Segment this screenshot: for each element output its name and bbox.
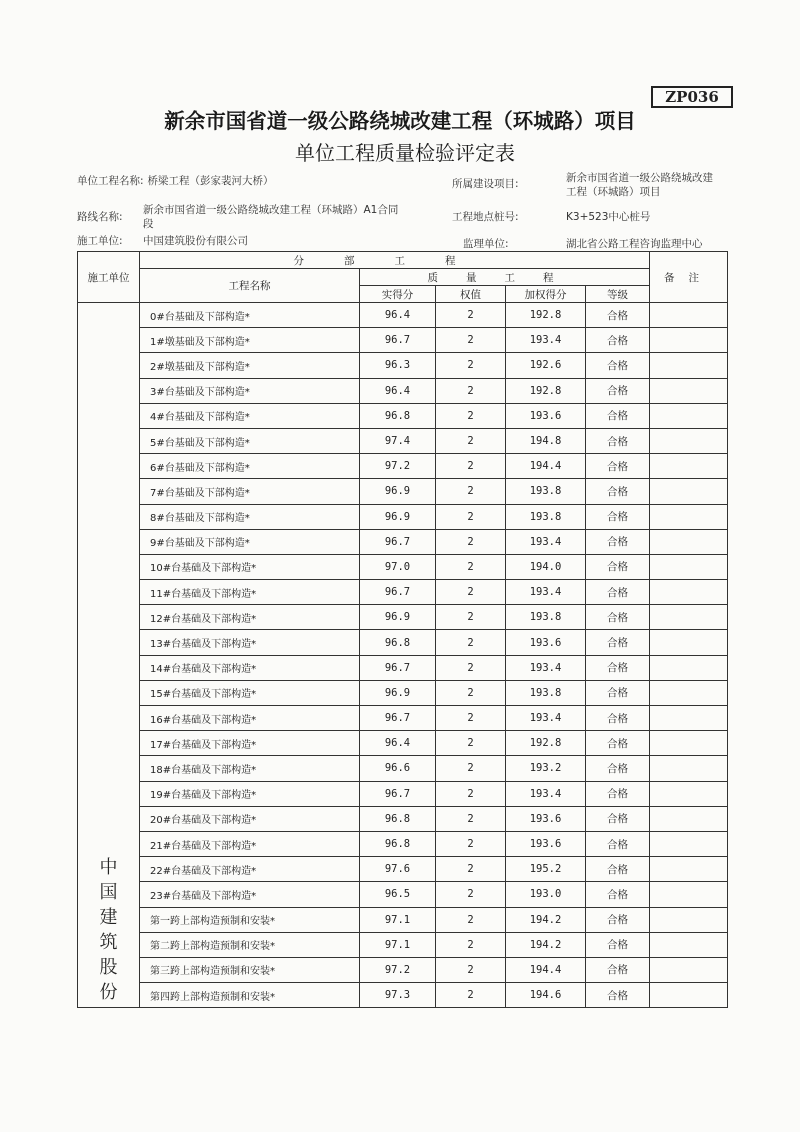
cell-weighted: 193.6 (506, 403, 586, 428)
table-row (78, 831, 728, 856)
cell-score: 97.2 (360, 454, 436, 479)
cell-score: 96.8 (360, 831, 436, 856)
cell-weight: 2 (436, 932, 506, 957)
cell-score: 96.9 (360, 680, 436, 705)
cell-remark (650, 630, 728, 655)
cell-weighted: 193.8 (506, 680, 586, 705)
cell-grade: 合格 (586, 554, 650, 579)
table-row (78, 504, 728, 529)
cell-remark (650, 831, 728, 856)
cell-weight: 2 (436, 328, 506, 353)
cell-name: 15#台基础及下部构造* (140, 680, 360, 705)
cell-weight: 2 (436, 831, 506, 856)
col-grade-header: 等级 (586, 286, 650, 303)
cell-score: 96.4 (360, 303, 436, 328)
cell-remark (650, 731, 728, 756)
cell-name: 16#台基础及下部构造* (140, 706, 360, 731)
table-row (78, 781, 728, 806)
cell-score: 96.9 (360, 605, 436, 630)
contractor-vertical-cell (78, 303, 140, 1008)
cell-name: 6#台基础及下部构造* (140, 454, 360, 479)
cell-name: 19#台基础及下部构造* (140, 781, 360, 806)
cell-name: 22#台基础及下部构造* (140, 857, 360, 882)
cell-grade: 合格 (586, 454, 650, 479)
cell-weighted: 193.4 (506, 706, 586, 731)
cell-weighted: 194.8 (506, 428, 586, 453)
quality-header-text: 质量工程 (427, 271, 582, 284)
cell-name: 18#台基础及下部构造* (140, 756, 360, 781)
parent-project-label: 所属建设项目: (452, 178, 519, 190)
cell-grade: 合格 (586, 378, 650, 403)
table-row (78, 680, 728, 705)
cell-weight: 2 (436, 605, 506, 630)
cell-remark (650, 479, 728, 504)
cell-name: 14#台基础及下部构造* (140, 655, 360, 680)
cell-score: 97.6 (360, 857, 436, 882)
quality-table (77, 251, 728, 1008)
cell-remark (650, 353, 728, 378)
cell-name: 11#台基础及下部构造* (140, 580, 360, 605)
cell-score: 96.7 (360, 655, 436, 680)
cell-weighted: 193.6 (506, 831, 586, 856)
cell-score: 96.8 (360, 630, 436, 655)
cell-score: 96.7 (360, 580, 436, 605)
cell-remark (650, 680, 728, 705)
cell-score: 97.1 (360, 907, 436, 932)
cell-weighted: 193.4 (506, 529, 586, 554)
route-value-2: 段 (143, 218, 154, 230)
table-row (78, 454, 728, 479)
cell-weighted: 193.8 (506, 504, 586, 529)
cell-weighted: 193.4 (506, 328, 586, 353)
col-weighted-header: 加权得分 (506, 286, 586, 303)
parent-project-value-1: 新余市国省道一级公路绕城改建 (566, 172, 713, 184)
cell-weight: 2 (436, 378, 506, 403)
cell-weight: 2 (436, 907, 506, 932)
cell-grade: 合格 (586, 781, 650, 806)
cell-remark (650, 756, 728, 781)
table-row (78, 932, 728, 957)
cell-weighted: 193.2 (506, 756, 586, 781)
table-row (78, 857, 728, 882)
cell-weighted: 194.4 (506, 957, 586, 982)
cell-score: 96.7 (360, 781, 436, 806)
cell-weighted: 193.0 (506, 882, 586, 907)
document-code: ZP036 (651, 86, 733, 108)
table-row (78, 756, 728, 781)
route-value-1: 新余市国省道一级公路绕城改建工程（环城路）A1合同 (143, 204, 399, 216)
cell-weighted: 193.8 (506, 605, 586, 630)
cell-weighted: 193.6 (506, 630, 586, 655)
table-row (78, 529, 728, 554)
unit-project-field (77, 173, 274, 188)
cell-name: 4#台基础及下部构造* (140, 403, 360, 428)
cell-score: 96.4 (360, 378, 436, 403)
cell-remark (650, 983, 728, 1008)
cell-weighted: 194.0 (506, 554, 586, 579)
cell-weight: 2 (436, 806, 506, 831)
cell-weight: 2 (436, 580, 506, 605)
station-label: 工程地点桩号: (452, 211, 519, 223)
cell-weighted: 193.4 (506, 580, 586, 605)
cell-grade: 合格 (586, 328, 650, 353)
table-row (78, 907, 728, 932)
group-header (140, 252, 650, 269)
cell-score: 96.4 (360, 731, 436, 756)
sub-title: 单位工程质量检验评定表 (295, 141, 515, 165)
cell-weighted: 193.4 (506, 655, 586, 680)
cell-remark (650, 378, 728, 403)
cell-score: 96.7 (360, 328, 436, 353)
cell-weighted: 193.4 (506, 781, 586, 806)
cell-remark (650, 328, 728, 353)
cell-weighted: 194.4 (506, 454, 586, 479)
cell-name: 5#台基础及下部构造* (140, 428, 360, 453)
col-contractor-header: 施工单位 (78, 252, 140, 303)
supervisor-value: 湖北省公路工程咨询监理中心 (566, 238, 703, 250)
cell-weight: 2 (436, 630, 506, 655)
unit-project-value: 桥梁工程（彭家裴河大桥） (147, 175, 274, 187)
cell-name: 1#墩基础及下部构造* (140, 328, 360, 353)
cell-score: 96.9 (360, 504, 436, 529)
cell-weighted: 194.6 (506, 983, 586, 1008)
cell-name: 2#墩基础及下部构造* (140, 353, 360, 378)
cell-score: 97.1 (360, 932, 436, 957)
cell-grade: 合格 (586, 428, 650, 453)
col-weight-header: 权值 (436, 286, 506, 303)
contractor-label: 施工单位: (77, 235, 123, 247)
cell-score: 96.7 (360, 529, 436, 554)
cell-remark (650, 529, 728, 554)
cell-name: 8#台基础及下部构造* (140, 504, 360, 529)
cell-grade: 合格 (586, 479, 650, 504)
cell-weighted: 192.6 (506, 353, 586, 378)
cell-grade: 合格 (586, 806, 650, 831)
cell-weight: 2 (436, 680, 506, 705)
cell-weight: 2 (436, 857, 506, 882)
table-row (78, 630, 728, 655)
table-row (78, 957, 728, 982)
table-row (78, 479, 728, 504)
cell-grade: 合格 (586, 655, 650, 680)
table-row (78, 605, 728, 630)
cell-remark (650, 957, 728, 982)
cell-remark (650, 428, 728, 453)
cell-grade: 合格 (586, 907, 650, 932)
cell-remark (650, 554, 728, 579)
cell-name: 3#台基础及下部构造* (140, 378, 360, 403)
cell-score: 96.9 (360, 479, 436, 504)
cell-grade: 合格 (586, 529, 650, 554)
table-row (78, 882, 728, 907)
col-remark-header (650, 252, 728, 303)
cell-weight: 2 (436, 957, 506, 982)
col-score-header: 实得分 (360, 286, 436, 303)
supervisor-label: 监理单位: (463, 238, 509, 250)
cell-name: 9#台基础及下部构造* (140, 529, 360, 554)
cell-weight: 2 (436, 403, 506, 428)
cell-weight: 2 (436, 303, 506, 328)
cell-weight: 2 (436, 529, 506, 554)
table-row (78, 580, 728, 605)
table-row (78, 554, 728, 579)
cell-weight: 2 (436, 454, 506, 479)
cell-score: 97.0 (360, 554, 436, 579)
cell-remark (650, 403, 728, 428)
contractor-vertical-text: 中国建筑股份 (99, 857, 118, 1004)
station-value: K3+523中心桩号 (566, 211, 651, 223)
cell-remark (650, 806, 728, 831)
cell-weighted: 193.8 (506, 479, 586, 504)
cell-score: 96.8 (360, 806, 436, 831)
cell-remark (650, 655, 728, 680)
table-row (78, 706, 728, 731)
cell-name: 21#台基础及下部构造* (140, 831, 360, 856)
cell-remark (650, 781, 728, 806)
cell-grade: 合格 (586, 831, 650, 856)
cell-weighted: 194.2 (506, 907, 586, 932)
table-row (78, 403, 728, 428)
cell-weighted: 192.8 (506, 303, 586, 328)
cell-grade: 合格 (586, 706, 650, 731)
table-row (78, 655, 728, 680)
table-row (78, 328, 728, 353)
cell-remark (650, 303, 728, 328)
cell-weighted: 192.8 (506, 731, 586, 756)
cell-grade: 合格 (586, 731, 650, 756)
cell-score: 96.7 (360, 706, 436, 731)
cell-weight: 2 (436, 983, 506, 1008)
parent-project-value-2: 工程（环城路）项目 (566, 186, 661, 198)
cell-grade: 合格 (586, 630, 650, 655)
table-row (78, 806, 728, 831)
cell-grade: 合格 (586, 605, 650, 630)
cell-name: 13#台基础及下部构造* (140, 630, 360, 655)
cell-remark (650, 454, 728, 479)
cell-name: 第四跨上部构造预制和安装* (140, 983, 360, 1008)
cell-score: 96.5 (360, 882, 436, 907)
cell-grade: 合格 (586, 882, 650, 907)
cell-weight: 2 (436, 882, 506, 907)
cell-score: 96.6 (360, 756, 436, 781)
cell-grade: 合格 (586, 756, 650, 781)
cell-weight: 2 (436, 655, 506, 680)
cell-remark (650, 580, 728, 605)
cell-score: 97.2 (360, 957, 436, 982)
cell-weight: 2 (436, 504, 506, 529)
quality-header (360, 269, 650, 286)
contractor-value: 中国建筑股份有限公司 (143, 235, 248, 247)
cell-score: 97.4 (360, 428, 436, 453)
table-row (78, 353, 728, 378)
cell-weighted: 193.6 (506, 806, 586, 831)
cell-name: 7#台基础及下部构造* (140, 479, 360, 504)
cell-weighted: 192.8 (506, 378, 586, 403)
cell-grade: 合格 (586, 983, 650, 1008)
cell-name: 第二跨上部构造预制和安装* (140, 932, 360, 957)
cell-remark (650, 907, 728, 932)
main-title: 新余市国省道一级公路绕城改建工程（环城路）项目 (164, 109, 636, 133)
cell-score: 97.3 (360, 983, 436, 1008)
cell-grade: 合格 (586, 932, 650, 957)
cell-score: 96.3 (360, 353, 436, 378)
cell-grade: 合格 (586, 403, 650, 428)
cell-grade: 合格 (586, 680, 650, 705)
unit-project-label: 单位工程名称: (77, 175, 144, 187)
cell-name: 0#台基础及下部构造* (140, 303, 360, 328)
cell-weight: 2 (436, 706, 506, 731)
cell-weight: 2 (436, 479, 506, 504)
cell-score: 96.8 (360, 403, 436, 428)
cell-remark (650, 504, 728, 529)
cell-weight: 2 (436, 756, 506, 781)
cell-grade: 合格 (586, 303, 650, 328)
remark-header-text: 备注 (664, 271, 714, 284)
cell-remark (650, 706, 728, 731)
table-row (78, 378, 728, 403)
cell-grade: 合格 (586, 580, 650, 605)
route-label: 路线名称: (77, 211, 123, 223)
group-header-text: 分部工程 (293, 254, 496, 267)
cell-weight: 2 (436, 731, 506, 756)
cell-weight: 2 (436, 353, 506, 378)
cell-remark (650, 857, 728, 882)
cell-name: 12#台基础及下部构造* (140, 605, 360, 630)
cell-remark (650, 882, 728, 907)
cell-grade: 合格 (586, 857, 650, 882)
cell-name: 20#台基础及下部构造* (140, 806, 360, 831)
table-row (78, 303, 728, 328)
cell-name: 23#台基础及下部构造* (140, 882, 360, 907)
cell-weight: 2 (436, 554, 506, 579)
cell-remark (650, 932, 728, 957)
cell-remark (650, 605, 728, 630)
cell-name: 第一跨上部构造预制和安装* (140, 907, 360, 932)
table-row (78, 428, 728, 453)
cell-name: 第三跨上部构造预制和安装* (140, 957, 360, 982)
cell-weight: 2 (436, 428, 506, 453)
cell-weight: 2 (436, 781, 506, 806)
table-row (78, 731, 728, 756)
cell-weighted: 195.2 (506, 857, 586, 882)
table-row (78, 983, 728, 1008)
cell-grade: 合格 (586, 957, 650, 982)
col-name-header: 工程名称 (140, 269, 360, 303)
cell-weighted: 194.2 (506, 932, 586, 957)
cell-grade: 合格 (586, 504, 650, 529)
cell-name: 17#台基础及下部构造* (140, 731, 360, 756)
cell-name: 10#台基础及下部构造* (140, 554, 360, 579)
cell-grade: 合格 (586, 353, 650, 378)
